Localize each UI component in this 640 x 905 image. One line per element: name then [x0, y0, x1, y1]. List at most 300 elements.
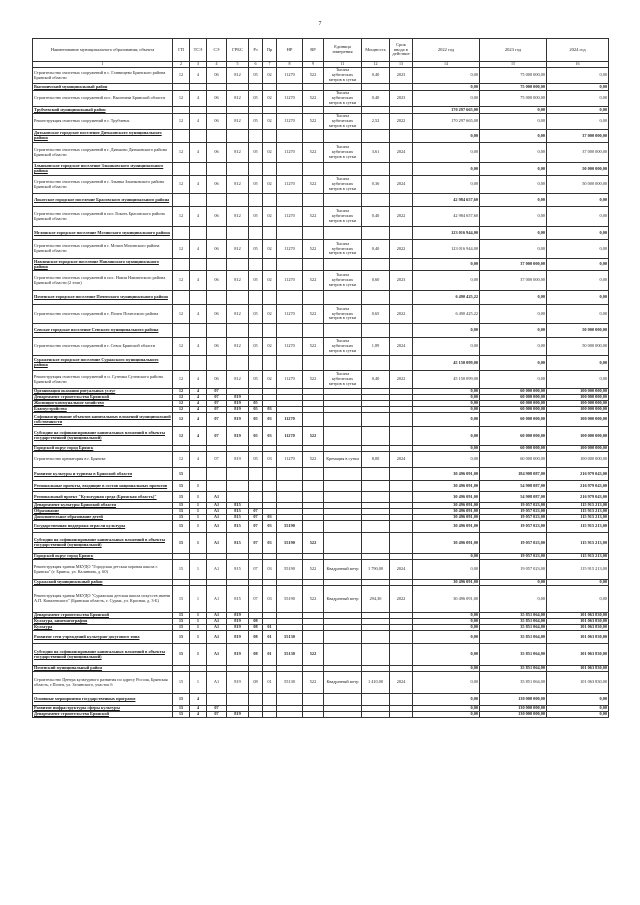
- table-cell-vr: 522: [303, 176, 324, 194]
- table-cell-tse: 4: [190, 427, 207, 446]
- table-cell-year-2022: 0,00: [413, 706, 480, 712]
- table-cell-year-2023: 0,00: [480, 176, 547, 194]
- table-cell-year-2024: 101 063 830,00: [547, 672, 609, 694]
- table-cell-unit: [324, 194, 362, 207]
- table-cell-year-2024: 100 000 000,00: [547, 413, 609, 427]
- table-cell-year-2022: 0,00: [413, 452, 480, 468]
- table-cell-name: Субсидии на софинансирование капитальных вложений в объекты государственной (муниципальной): [33, 427, 173, 446]
- column-header-unit: Единица измерения: [324, 39, 362, 62]
- table-cell-rz: [249, 163, 263, 176]
- table-cell-nr: [277, 291, 303, 305]
- table-cell-capacity: [362, 521, 390, 533]
- table-cell-commission-year: 2024: [390, 560, 413, 580]
- table-cell-name: Строительство крематория в г. Брянске: [33, 452, 173, 468]
- table-cell-year-2022: 45 150 099,00: [413, 371, 480, 389]
- table-cell-tse: [190, 356, 207, 371]
- table-cell-tse: 1: [190, 586, 207, 613]
- table-cell-gp: 12: [173, 389, 190, 395]
- table-cell-tse: [190, 468, 207, 481]
- table-cell-name: Строительство очистных сооружений в г. Злынка Злынковского района Брянской области: [33, 176, 173, 194]
- table-cell-commission-year: 2022: [390, 586, 413, 613]
- table-cell-year-2022: 123 016 944,00: [413, 227, 480, 240]
- table-cell-year-2023: 35 851 064,00: [480, 619, 547, 625]
- table-cell-year-2023: 60 000 000,00: [480, 452, 547, 468]
- table-cell-rz: 07: [249, 515, 263, 521]
- table-cell-year-2022: 0,00: [413, 666, 480, 672]
- table-cell-year-2022: 0,00: [413, 631, 480, 644]
- column-number: 14: [413, 62, 480, 68]
- table-cell-year-2022: 6 490 425,22: [413, 305, 480, 324]
- table-cell-pr: [263, 130, 277, 143]
- table-cell-grbs: 819: [227, 619, 249, 625]
- table-cell-se: [207, 481, 227, 492]
- table-cell-year-2024: 101 063 830,00: [547, 666, 609, 672]
- table-cell-tse: [190, 107, 207, 114]
- table-cell-grbs: [227, 324, 249, 338]
- table-cell-capacity: [362, 631, 390, 644]
- table-cell-tse: [190, 163, 207, 176]
- table-cell-commission-year: 2022: [390, 240, 413, 259]
- table-row-subtotal: [33, 130, 609, 143]
- table-cell-grbs: 819: [227, 413, 249, 427]
- table-cell-tse: 4: [190, 407, 207, 413]
- table-cell-pr: 03: [263, 586, 277, 613]
- table-cell-grbs: [227, 259, 249, 271]
- table-cell-year-2023: 75 000 000,00: [480, 68, 547, 84]
- table-cell-se: 06: [207, 68, 227, 84]
- table-cell-pr: 03: [263, 413, 277, 427]
- table-cell-se: [207, 163, 227, 176]
- table-cell-se: 07: [207, 413, 227, 427]
- table-cell-commission-year: 2024: [390, 672, 413, 694]
- table-cell-year-2024: 0,00: [547, 84, 609, 91]
- table-cell-year-2023: 184 908 087,00: [480, 468, 547, 481]
- table-cell-rz: 05: [249, 143, 263, 163]
- table-cell-name: Севское городское поселение Севского муниципального района: [33, 324, 173, 338]
- table-cell-year-2024: 0,00: [547, 227, 609, 240]
- table-cell-gp: 12: [173, 207, 190, 227]
- table-cell-rz: 07: [249, 533, 263, 554]
- table-cell-nr: [277, 712, 303, 718]
- table-cell-se: A1: [207, 619, 227, 625]
- table-cell-unit: Тысяча кубических метров в сутки: [324, 338, 362, 356]
- table-cell-pr: [263, 694, 277, 706]
- table-cell-year-2023: 0,00: [480, 130, 547, 143]
- table-row-object: [33, 207, 609, 227]
- table-cell-year-2023: 0,00: [480, 143, 547, 163]
- table-cell-rz: 08: [249, 672, 263, 694]
- table-cell-se: [207, 194, 227, 207]
- table-cell-year-2022: 0,00: [413, 446, 480, 452]
- table-cell-se: 07: [207, 712, 227, 718]
- table-cell-year-2024: 0,00: [547, 207, 609, 227]
- table-cell-commission-year: 2023: [390, 271, 413, 291]
- table-cell-year-2022: 0,00: [413, 91, 480, 107]
- table-cell-tse: 4: [190, 305, 207, 324]
- table-cell-capacity: 0,60: [362, 271, 390, 291]
- table-cell-year-2023: 0,00: [480, 371, 547, 389]
- table-cell-rz: 05: [249, 401, 263, 407]
- table-cell-gp: 15: [173, 619, 190, 625]
- table-cell-gp: 15: [173, 509, 190, 515]
- table-cell-year-2022: 0,00: [413, 338, 480, 356]
- table-cell-pr: 01: [263, 631, 277, 644]
- table-cell-rz: [249, 712, 263, 718]
- table-cell-year-2024: 0,00: [547, 259, 609, 271]
- table-cell-capacity: [362, 694, 390, 706]
- table-cell-year-2022: 6 490 425,22: [413, 291, 480, 305]
- table-cell-pr: 02: [263, 207, 277, 227]
- table-cell-se: A1: [207, 631, 227, 644]
- table-cell-pr: 02: [263, 143, 277, 163]
- table-cell-se: A1: [207, 515, 227, 521]
- table-cell-commission-year: [390, 631, 413, 644]
- table-cell-se: 07: [207, 706, 227, 712]
- table-cell-year-2023: 0,00: [480, 114, 547, 130]
- table-cell-se: 07: [207, 401, 227, 407]
- table-cell-year-2024: 115 915 213,00: [547, 533, 609, 554]
- table-cell-tse: 1: [190, 492, 207, 503]
- table-cell-gp: [173, 356, 190, 371]
- table-cell-nr: 55190: [277, 586, 303, 613]
- table-cell-capacity: 0,36: [362, 176, 390, 194]
- column-number: 1: [33, 62, 173, 68]
- table-cell-se: A1: [207, 509, 227, 515]
- column-number: 12: [362, 62, 390, 68]
- table-cell-commission-year: 2023: [390, 91, 413, 107]
- table-cell-year-2023: 35 851 064,00: [480, 625, 547, 631]
- table-cell-year-2024: 0,00: [547, 694, 609, 706]
- table-cell-name: Реконструкция здания МБУДО "Суражская детская школа искусств имени А.П. Ковалевского" (Брянская область, г. Сураж, ул. Красная, д. 3-Б): [33, 586, 173, 613]
- table-cell-commission-year: [390, 356, 413, 371]
- table-cell-capacity: [362, 413, 390, 427]
- table-row-subtotal: [33, 259, 609, 271]
- table-cell-gp: 15: [173, 521, 190, 533]
- table-cell-vr: 522: [303, 305, 324, 324]
- table-cell-se: 07: [207, 395, 227, 401]
- table-row-subtotal: [33, 694, 609, 706]
- table-cell-gp: [173, 324, 190, 338]
- table-cell-unit: Тысяча кубических метров в сутки: [324, 143, 362, 163]
- table-cell-year-2022: 45 150 099,00: [413, 356, 480, 371]
- table-cell-vr: [303, 468, 324, 481]
- table-cell-se: A1: [207, 503, 227, 509]
- table-cell-pr: [263, 492, 277, 503]
- table-row-object: [33, 305, 609, 324]
- table-cell-tse: 4: [190, 712, 207, 718]
- table-cell-year-2024: 0,00: [547, 91, 609, 107]
- table-cell-grbs: 819: [227, 407, 249, 413]
- table-cell-year-2023: 37 000 000,00: [480, 259, 547, 271]
- table-cell-pr: 03: [263, 452, 277, 468]
- table-row-subtotal: [33, 163, 609, 176]
- table-cell-pr: [263, 194, 277, 207]
- table-cell-nr: 11270: [277, 427, 303, 446]
- column-number: 4: [207, 62, 227, 68]
- table-cell-year-2023: 19 057 023,00: [480, 503, 547, 509]
- table-cell-capacity: [362, 227, 390, 240]
- table-cell-grbs: 815: [227, 515, 249, 521]
- column-header-se: СЭ: [207, 39, 227, 62]
- table-cell-pr: 03: [263, 521, 277, 533]
- column-header-commission-year: Срок ввода в действие: [390, 39, 413, 62]
- table-cell-unit: [324, 492, 362, 503]
- table-cell-year-2024: 216 979 043,00: [547, 492, 609, 503]
- table-cell-vr: 522: [303, 672, 324, 694]
- table-cell-vr: [303, 130, 324, 143]
- table-cell-vr: 522: [303, 452, 324, 468]
- table-cell-rz: 05: [249, 427, 263, 446]
- table-cell-nr: 55130: [277, 672, 303, 694]
- table-cell-tse: [190, 291, 207, 305]
- table-cell-capacity: [362, 324, 390, 338]
- table-cell-vr: 522: [303, 644, 324, 666]
- table-cell-rz: [249, 481, 263, 492]
- table-cell-unit: [324, 427, 362, 446]
- table-cell-se: [207, 324, 227, 338]
- table-cell-nr: 11270: [277, 143, 303, 163]
- table-cell-name: Образование: [33, 509, 173, 515]
- table-cell-year-2023: 60 000 000,00: [480, 427, 547, 446]
- table-cell-commission-year: 2022: [390, 114, 413, 130]
- column-header-grbs: ГРБС: [227, 39, 249, 62]
- table-cell-year-2023: 60 000 000,00: [480, 401, 547, 407]
- table-cell-nr: 11270: [277, 305, 303, 324]
- table-cell-year-2022: 0,00: [413, 130, 480, 143]
- table-cell-vr: [303, 481, 324, 492]
- table-cell-grbs: 819: [227, 672, 249, 694]
- table-cell-year-2023: 60 000 000,00: [480, 413, 547, 427]
- table-cell-capacity: [362, 163, 390, 176]
- table-cell-year-2024: 100 000 000,00: [547, 407, 609, 413]
- table-cell-capacity: [362, 481, 390, 492]
- table-cell-year-2022: 0,00: [413, 427, 480, 446]
- table-cell-year-2023: 19 057 023,00: [480, 560, 547, 580]
- table-cell-pr: 02: [263, 338, 277, 356]
- table-cell-capacity: [362, 107, 390, 114]
- table-cell-name: Основные мероприятия государственных программ: [33, 694, 173, 706]
- table-cell-year-2022: 0,00: [413, 644, 480, 666]
- table-cell-name: Культура, кинематография: [33, 619, 173, 625]
- table-cell-rz: 05: [249, 176, 263, 194]
- table-cell-tse: 1: [190, 521, 207, 533]
- table-cell-grbs: 815: [227, 509, 249, 515]
- table-cell-year-2022: 0,00: [413, 84, 480, 91]
- table-cell-gp: [173, 227, 190, 240]
- table-row-subtotal: [33, 413, 609, 427]
- table-cell-gp: 12: [173, 176, 190, 194]
- table-cell-pr: 03: [263, 427, 277, 446]
- table-cell-nr: 11270: [277, 452, 303, 468]
- table-cell-se: 06: [207, 305, 227, 324]
- table-cell-gp: 15: [173, 706, 190, 712]
- table-cell-capacity: [362, 291, 390, 305]
- table-cell-name: Реконструкция здания МБУДО "Городская детская хоровая школа г. Брянска" (г. Брянск, ул. Калинина, д. 60): [33, 560, 173, 580]
- table-cell-year-2022: 0,00: [413, 176, 480, 194]
- table-cell-tse: 4: [190, 401, 207, 407]
- page-number: 7: [318, 21, 322, 27]
- column-header-tse: ТСЭ: [190, 39, 207, 62]
- table-cell-year-2024: 0,00: [547, 194, 609, 207]
- table-cell-unit: [324, 468, 362, 481]
- table-cell-vr: [303, 413, 324, 427]
- table-cell-gp: 12: [173, 91, 190, 107]
- table-cell-name: Развитие культуры и туризма в Брянской области: [33, 468, 173, 481]
- table-cell-nr: 11270: [277, 91, 303, 107]
- table-cell-grbs: [227, 694, 249, 706]
- table-cell-name: Строительство очистных сооружений в г. Мглин Мглинского района Брянской области: [33, 240, 173, 259]
- table-row-subtotal: [33, 324, 609, 338]
- table-cell-capacity: [362, 468, 390, 481]
- table-cell-commission-year: [390, 521, 413, 533]
- table-cell-grbs: [227, 468, 249, 481]
- table-cell-rz: 05: [249, 338, 263, 356]
- table-cell-year-2022: 42 984 657,60: [413, 194, 480, 207]
- table-cell-unit: Тысяча кубических метров в сутки: [324, 68, 362, 84]
- table-cell-nr: [277, 468, 303, 481]
- table-cell-year-2024: 101 063 830,00: [547, 631, 609, 644]
- table-cell-vr: 522: [303, 68, 324, 84]
- table-cell-grbs: 812: [227, 91, 249, 107]
- table-cell-tse: [190, 227, 207, 240]
- table-cell-name: Строительство Центра культурного развития по адресу Россия, Брянская область, г.Почеп, ул. Зелинского, участок 6: [33, 672, 173, 694]
- table-cell-name: Городской округ город Брянск: [33, 554, 173, 560]
- table-cell-commission-year: 2024: [390, 143, 413, 163]
- table-cell-year-2022: 0,00: [413, 619, 480, 625]
- table-cell-tse: 4: [190, 338, 207, 356]
- table-row-subtotal: [33, 107, 609, 114]
- table-cell-year-2024: 101 063 830,00: [547, 644, 609, 666]
- table-row-subtotal: [33, 356, 609, 371]
- table-row-subtotal: [33, 468, 609, 481]
- table-cell-gp: 12: [173, 413, 190, 427]
- table-cell-year-2023: 0,00: [480, 107, 547, 114]
- table-cell-pr: 02: [263, 271, 277, 291]
- table-cell-grbs: 819: [227, 712, 249, 718]
- table-cell-vr: [303, 194, 324, 207]
- table-cell-commission-year: [390, 84, 413, 91]
- table-cell-unit: Кремация в сутки: [324, 452, 362, 468]
- table-cell-gp: 15: [173, 672, 190, 694]
- table-cell-name: Реконструкция очистных сооружений в г. Трубчевск: [33, 114, 173, 130]
- table-cell-commission-year: 2022: [390, 305, 413, 324]
- table-cell-rz: [249, 492, 263, 503]
- table-cell-nr: [277, 194, 303, 207]
- table-cell-year-2022: 0,00: [413, 68, 480, 84]
- table-cell-name: Реконструкция очистных сооружений в п. Суземка Суземского района Брянской области: [33, 371, 173, 389]
- table-cell-year-2024: 100 000 000,00: [547, 401, 609, 407]
- table-cell-nr: 55130: [277, 644, 303, 666]
- table-cell-year-2023: 130 000 000,00: [480, 694, 547, 706]
- table-cell-tse: [190, 84, 207, 91]
- table-cell-year-2023: 0,00: [480, 356, 547, 371]
- table-cell-tse: 1: [190, 533, 207, 554]
- table-cell-gp: 12: [173, 371, 190, 389]
- table-cell-year-2024: 0,00: [547, 291, 609, 305]
- table-cell-unit: [324, 107, 362, 114]
- table-cell-gp: [173, 259, 190, 271]
- table-cell-rz: 05: [249, 240, 263, 259]
- table-cell-year-2024: 50 000 000,00: [547, 338, 609, 356]
- table-cell-commission-year: [390, 259, 413, 271]
- table-cell-vr: 522: [303, 91, 324, 107]
- table-cell-year-2024: 216 979 043,00: [547, 468, 609, 481]
- table-cell-year-2024: 0,00: [547, 580, 609, 586]
- table-cell-year-2023: 0,00: [480, 227, 547, 240]
- table-cell-nr: [277, 481, 303, 492]
- table-cell-rz: 05: [249, 91, 263, 107]
- table-row-object: [33, 452, 609, 468]
- table-cell-se: [207, 130, 227, 143]
- table-cell-year-2022: 42 984 657,60: [413, 207, 480, 227]
- table-cell-nr: 55190: [277, 533, 303, 554]
- table-cell-year-2023: 35 851 064,00: [480, 613, 547, 619]
- table-cell-nr: [277, 130, 303, 143]
- table-cell-year-2022: 30 496 091,00: [413, 580, 480, 586]
- table-cell-year-2023: 35 851 064,00: [480, 631, 547, 644]
- table-cell-grbs: [227, 163, 249, 176]
- table-cell-name: Культура: [33, 625, 173, 631]
- table-cell-grbs: 812: [227, 371, 249, 389]
- table-cell-year-2024: 100 000 000,00: [547, 446, 609, 452]
- table-cell-name: Строительство очистных сооружений в г. Дятьково Дятьковского района Брянской области: [33, 143, 173, 163]
- table-row-object: [33, 672, 609, 694]
- table-cell-pr: [263, 84, 277, 91]
- table-cell-rz: 05: [249, 68, 263, 84]
- table-cell-rz: [249, 194, 263, 207]
- table-cell-year-2022: 0,00: [413, 554, 480, 560]
- table-cell-year-2022: 30 496 091,00: [413, 481, 480, 492]
- table-cell-name: Строительство очистных сооружений в г. Почеп Почепского района: [33, 305, 173, 324]
- table-cell-vr: [303, 259, 324, 271]
- table-cell-commission-year: [390, 533, 413, 554]
- table-cell-se: 07: [207, 389, 227, 395]
- table-cell-pr: 03: [263, 533, 277, 554]
- table-cell-year-2023: 35 851 064,00: [480, 644, 547, 666]
- table-cell-tse: [190, 130, 207, 143]
- table-cell-name: Дятьковское городское поселение Дятьковского муниципального района: [33, 130, 173, 143]
- table-cell-tse: 1: [190, 515, 207, 521]
- table-cell-pr: [263, 356, 277, 371]
- table-cell-year-2022: 0,00: [413, 271, 480, 291]
- table-cell-gp: 15: [173, 586, 190, 613]
- table-cell-capacity: [362, 533, 390, 554]
- table-cell-rz: 05: [249, 305, 263, 324]
- table-cell-rz: 05: [249, 452, 263, 468]
- table-row-subtotal: [33, 521, 609, 533]
- table-cell-tse: 1: [190, 509, 207, 515]
- table-cell-pr: 03: [263, 515, 277, 521]
- table-cell-nr: [277, 107, 303, 114]
- table-cell-year-2024: 0,00: [547, 371, 609, 389]
- table-cell-year-2024: 115 915 213,00: [547, 521, 609, 533]
- column-number: 16: [547, 62, 609, 68]
- table-cell-tse: 4: [190, 694, 207, 706]
- table-cell-year-2023: 0,00: [480, 580, 547, 586]
- table-cell-rz: [249, 84, 263, 91]
- table-cell-year-2022: 170 297 665,00: [413, 107, 480, 114]
- table-cell-vr: [303, 107, 324, 114]
- table-cell-year-2023: 19 057 023,00: [480, 509, 547, 515]
- table-cell-pr: 01: [263, 672, 277, 694]
- table-cell-tse: 4: [190, 389, 207, 395]
- table-cell-year-2022: 0,00: [413, 413, 480, 427]
- table-cell-se: 06: [207, 338, 227, 356]
- table-cell-gp: 15: [173, 631, 190, 644]
- table-cell-capacity: [362, 259, 390, 271]
- table-cell-nr: 11270: [277, 338, 303, 356]
- column-header-vr: ВР: [303, 39, 324, 62]
